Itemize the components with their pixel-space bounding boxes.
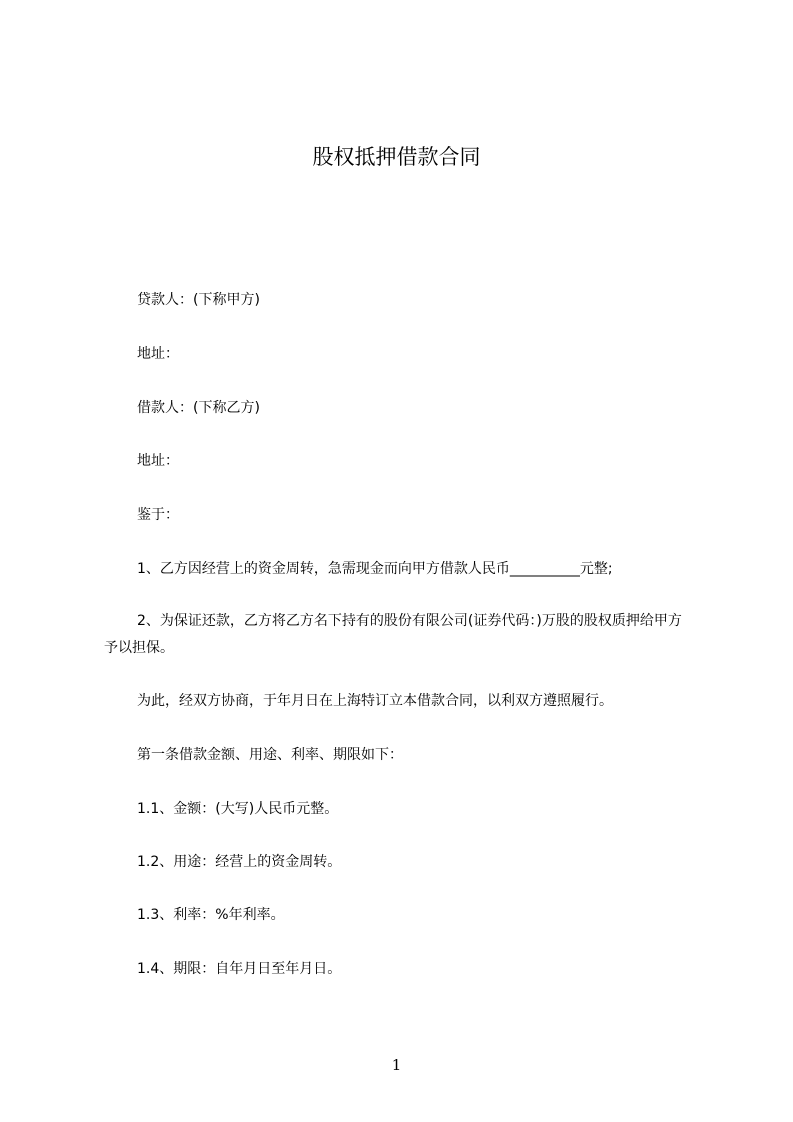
item-1-2: 1.2、用途：经营上的资金周转。 bbox=[137, 854, 342, 870]
agreement-line: 为此，经双方协商，于年月日在上海特订立本借款合同，以利双方遵照履行。 bbox=[137, 693, 613, 709]
borrower-address-line: 地址： bbox=[137, 453, 179, 469]
page-number: 1 bbox=[391, 1056, 402, 1074]
article-1-heading: 第一条借款金额、用途、利率、期限如下： bbox=[137, 747, 403, 763]
lender-line: 贷款人：(下称甲方) bbox=[137, 292, 260, 308]
clause-2: 2、为保证还款，乙方将乙方名下持有的股份有限公司(证券代码：)万股的股权质押给甲方予以担保。 bbox=[104, 613, 682, 656]
borrower-line: 借款人：(下称乙方) bbox=[137, 400, 260, 416]
whereas-line: 鉴于： bbox=[137, 507, 179, 523]
item-1-1: 1.1、金额：(大写)人民币元整。 bbox=[137, 801, 339, 817]
clause-1: 1、乙方因经营上的资金周转，急需现金而向甲方借款人民币__________元整; bbox=[137, 561, 613, 577]
item-1-3: 1.3、利率：%年利率。 bbox=[137, 907, 285, 923]
document-title: 股权抵押借款合同 bbox=[312, 145, 481, 169]
lender-address-line: 地址： bbox=[137, 346, 179, 362]
item-1-4: 1.4、期限：自年月日至年月日。 bbox=[137, 961, 342, 977]
